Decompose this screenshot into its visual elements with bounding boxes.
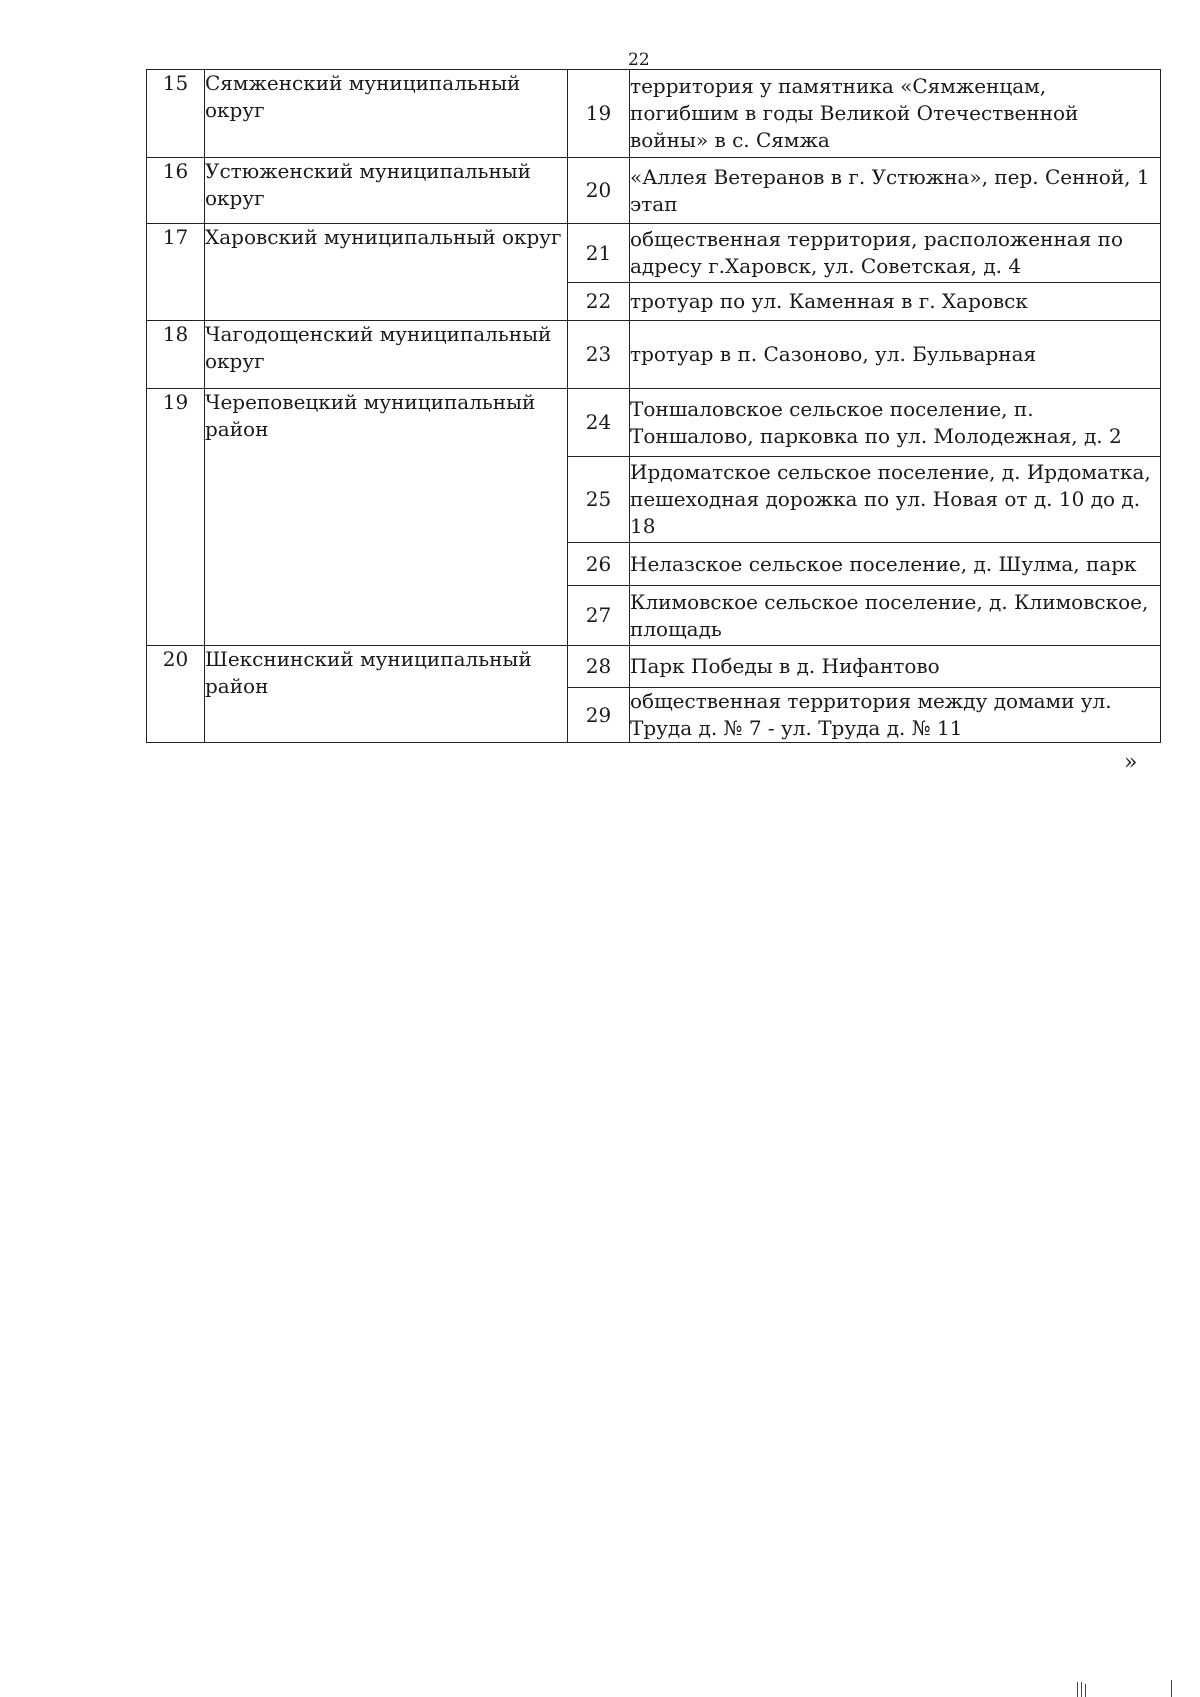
entry-description: Парк Победы в д. Нифантово <box>630 646 1161 688</box>
table-row <box>147 158 1161 224</box>
table-row <box>147 646 1161 688</box>
entry-description: общественная территория между домами ул. Труда д. № 7 - ул. Труда д. № 11 <box>630 688 1161 743</box>
table-row <box>147 321 1161 389</box>
municipality-name: Шекснинский муниципальный район <box>205 646 568 743</box>
entry-description: территория у памятника «Сямженцам, погибшим в годы Великой Отечественной войны» в с. Сямжа <box>630 70 1161 158</box>
entry-number: 22 <box>568 283 630 321</box>
entry-description: Тоншаловское сельское поселение, п. Тоншалово, парковка по ул. Молодежная, д. 2 <box>630 389 1161 457</box>
table-row <box>147 389 1161 457</box>
territories-table <box>146 69 1161 743</box>
entry-number: 25 <box>568 457 630 543</box>
entry-number: 26 <box>568 543 630 586</box>
entry-description: Климовское сельское поселение, д. Климовское, площадь <box>630 586 1161 646</box>
municipality-name: Череповецкий муниципальный район <box>205 389 568 646</box>
entry-number: 21 <box>568 224 630 283</box>
entry-number: 24 <box>568 389 630 457</box>
page-number: 22 <box>628 50 650 70</box>
group-number: 20 <box>147 646 205 743</box>
closing-quote-mark: » <box>1124 750 1138 775</box>
group-number: 16 <box>147 158 205 224</box>
group-number: 18 <box>147 321 205 389</box>
entry-number: 28 <box>568 646 630 688</box>
entry-description: «Аллея Ветеранов в г. Устюжна», пер. Сенной, 1 этап <box>630 158 1161 224</box>
entry-description: тротуар в п. Сазоново, ул. Бульварная <box>630 321 1161 389</box>
entry-description: Ирдоматское сельское поселение, д. Ирдоматка, пешеходная дорожка по ул. Новая от д. 10 до д. 18 <box>630 457 1161 543</box>
scan-mark <box>1171 1680 1172 1697</box>
entry-description: тротуар по ул. Каменная в г. Харовск <box>630 283 1161 321</box>
municipality-name: Харовский муниципальный округ <box>205 224 568 321</box>
scan-mark <box>1081 1682 1082 1697</box>
entry-number: 19 <box>568 70 630 158</box>
municipality-name: Устюженский муниципальный округ <box>205 158 568 224</box>
entry-number: 20 <box>568 158 630 224</box>
municipality-name: Сямженский муниципальный округ <box>205 70 568 158</box>
municipality-name: Чагодощенский муниципальный округ <box>205 321 568 389</box>
table-row <box>147 70 1161 158</box>
group-number: 15 <box>147 70 205 158</box>
entry-description: общественная территория, расположенная по адресу г.Харовск, ул. Советская, д. 4 <box>630 224 1161 283</box>
group-number: 17 <box>147 224 205 321</box>
entry-number: 23 <box>568 321 630 389</box>
entry-number: 29 <box>568 688 630 743</box>
table-row <box>147 224 1161 283</box>
group-number: 19 <box>147 389 205 646</box>
entry-number: 27 <box>568 586 630 646</box>
scan-mark <box>1085 1684 1086 1697</box>
scan-mark <box>1077 1682 1078 1697</box>
entry-description: Нелазское сельское поселение, д. Шулма, парк <box>630 543 1161 586</box>
